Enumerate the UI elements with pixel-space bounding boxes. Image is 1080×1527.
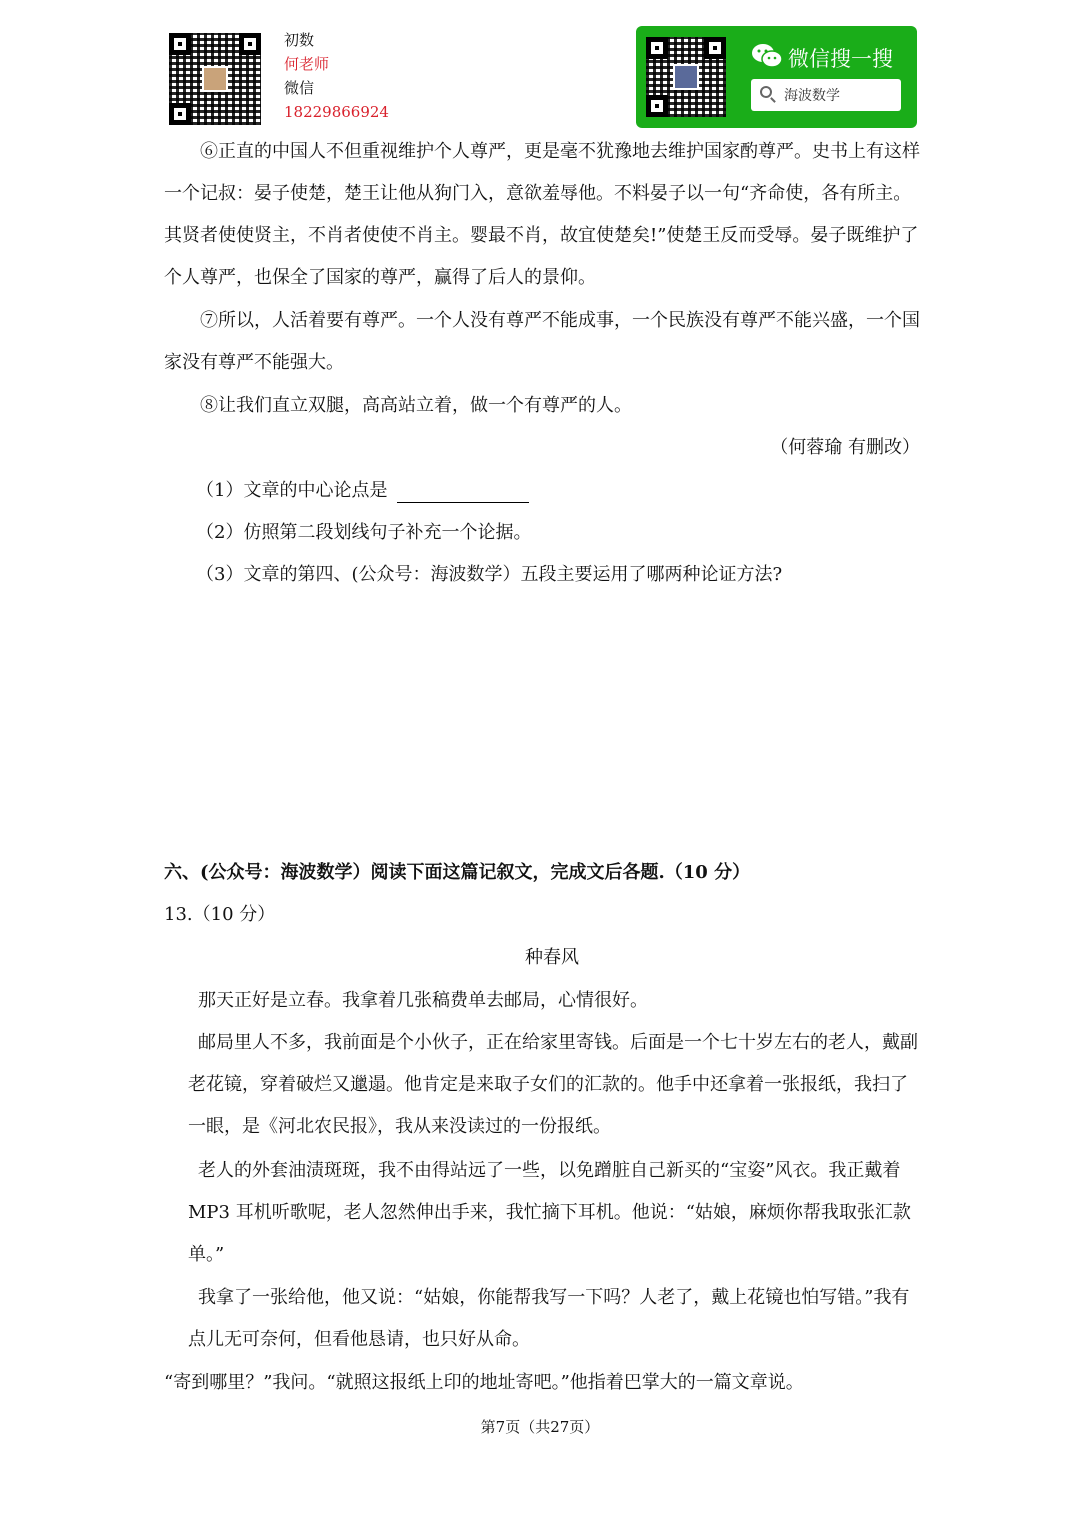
wechat-search-box	[751, 79, 901, 111]
paragraph-6: ⑥正直的中国人不但重视维护个人尊严，更是毫不犹豫地去维护国家酌尊严。史书上有这样一个记叔：晏子使楚，楚王让他从狗门入，意欲羞辱他。不料晏子以一句“齐命使，各有所主。其贤者使使贤主，不肖者使使不肖主。婴最不肖，故宜使楚矣!”使楚王反而受辱。晏子既维护了个人尊严，也保全了国家的尊严，赢得了后人的景仰。	[164, 141, 920, 288]
paragraph-7: ⑦所以，人活着要有尊严。一个人没有尊严不能成事，一个民族没有尊严不能兴盛，一个国家没有尊严不能强大。	[164, 310, 920, 373]
story-paragraph-3: 老人的外套油渍斑斑，我不由得站远了一些，以免蹭脏自己新买的“宝姿”风衣。我正戴着 MP3 耳机听歌呢，老人忽然伸出手来，我忙摘下耳机。他说：“姑娘，麻烦你帮我取张汇款单。”	[188, 1160, 911, 1265]
wechat-search-banner	[636, 26, 917, 128]
story-title: 种春风	[525, 947, 579, 968]
contact-line-3: 微信	[284, 79, 315, 97]
story-paragraph-5: “寄到哪里？”我问。“就照这报纸上印的地址寄吧。”他指着巴掌大的一篇文章说。	[164, 1372, 804, 1393]
qr-code-right	[646, 37, 726, 117]
question-13-number: 13.（10 分）	[164, 904, 276, 925]
attribution: （何蓉瑜 有删改）	[770, 437, 920, 458]
question-2: （2）仿照第二段划线句子补充一个论据。	[196, 522, 532, 543]
contact-line-1: 初数	[284, 31, 315, 49]
section-6-heading: 六、(公众号：海波数学）阅读下面这篇记叙文，完成文后各题.（10 分）	[164, 862, 751, 883]
page-footer: 第7页（共27页）	[480, 1418, 600, 1436]
paragraph-8: ⑧让我们直立双腿，高高站立着，做一个有尊严的人。	[200, 395, 632, 416]
question-1	[196, 470, 529, 512]
question-1-text: （1）文章的中心论点是	[196, 480, 388, 501]
contact-phone: 18229866924	[284, 103, 389, 121]
question-3: （3）文章的第四、(公众号：海波数学）五段主要运用了哪两种论证方法?	[196, 564, 783, 585]
story-paragraph-1: 那天正好是立春。我拿着几张稿费单去邮局，心情很好。	[198, 990, 648, 1011]
qr-avatar-icon	[202, 66, 228, 92]
wechat-search-text: 海波数学	[784, 88, 840, 104]
contact-info	[284, 28, 389, 124]
wechat-search-title: 微信搜一搜	[788, 47, 893, 71]
story-paragraph-2: 邮局里人不多，我前面是个小伙子，正在给家里寄钱。后面是一个七十岁左右的老人，戴副老花镜，穿着破烂又邋遢。他肯定是来取子女们的汇款的。他手中还拿着一张报纸，我扫了一眼，是《河北农民报》，我从来没读过的一份报纸。	[188, 1032, 918, 1137]
answer-blank[interactable]	[397, 480, 529, 503]
wechat-logo-icon	[751, 42, 783, 70]
story-paragraph-4: 我拿了一张给他，他又说：“姑娘，你能帮我写一下吗？人老了，戴上花镜也怕写错。”我有点儿无可奈何，但看他恳请，也只好从命。	[188, 1287, 910, 1350]
contact-line-2: 何老师	[284, 55, 330, 73]
search-icon	[760, 86, 772, 98]
qr-code-left	[169, 33, 261, 125]
